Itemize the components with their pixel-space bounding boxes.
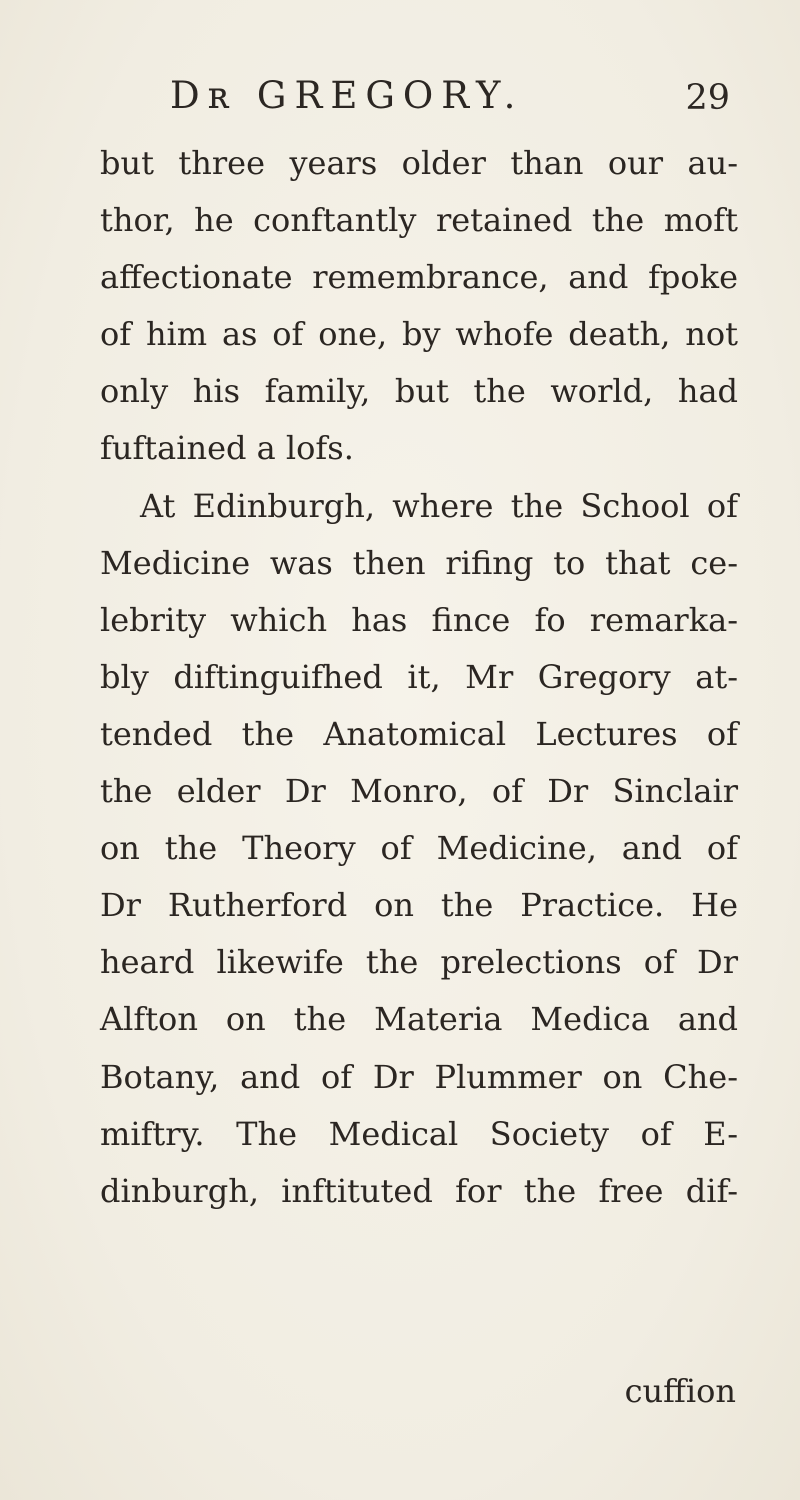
catchword: cuffion — [624, 1372, 736, 1410]
text-line: the elder Dr Monro, of Dr Sinclair — [100, 772, 738, 811]
text-line: Alfton on the Materia Medica and — [100, 1000, 738, 1039]
text-line: dinburgh, inftituted for the free dif- — [100, 1171, 738, 1210]
text-line: Medicine was then rifing to that ce- — [100, 543, 738, 582]
text-line: lebrity which has fince fo remarka- — [100, 600, 738, 639]
body-text — [100, 135, 738, 1220]
text-line: of him as of one, by whofe death, not — [100, 315, 738, 354]
text-line: fuftained a lofs. — [100, 429, 354, 468]
text-line: only his family, but the world, had — [100, 372, 738, 411]
text-line: heard likewife the prelections of Dr — [100, 943, 738, 982]
text-line: on the Theory of Medicine, and of — [100, 829, 738, 868]
text-line: bly diftinguifhed it, Mr Gregory at- — [100, 657, 738, 696]
text-line: thor, he conftantly retained the moft — [100, 201, 738, 240]
running-title: Dʀ GREGORY. — [170, 74, 524, 117]
text-line: affectionate remembrance, and fpoke — [100, 258, 738, 297]
text-line: tended the Anatomical Lectures of — [100, 714, 738, 753]
page-number: 29 — [685, 78, 730, 118]
running-head — [170, 74, 730, 124]
text-line: Botany, and of Dr Plummer on Che- — [100, 1057, 738, 1096]
text-line: Dr Rutherford on the Practice. He — [100, 886, 738, 925]
text-line: miftry. The Medical Society of E- — [100, 1114, 738, 1153]
paragraph-start-line: At Edinburgh, where the School of — [140, 486, 738, 525]
text-line: but three years older than our au- — [100, 144, 738, 182]
